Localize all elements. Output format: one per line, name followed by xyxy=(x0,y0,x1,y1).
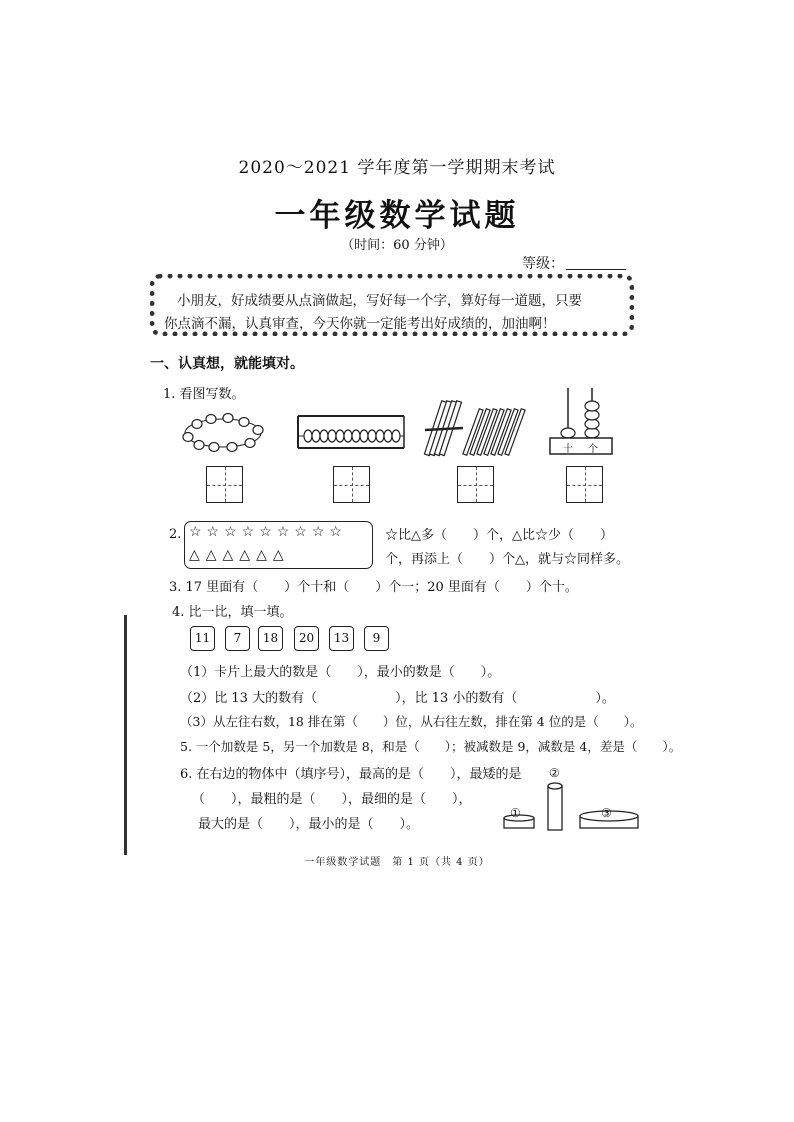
section-1-title: 一、认真想，就能填对。 xyxy=(150,356,304,372)
q2-number: 2. xyxy=(169,527,182,542)
number-card: 13 xyxy=(329,626,354,651)
abacus-ones-label: 个 xyxy=(588,444,598,455)
object-label-1: ① xyxy=(510,806,521,820)
bead-ring-picture xyxy=(180,408,266,456)
exam-time: （时间：60 分钟） xyxy=(341,238,453,253)
abacus-tens-label: 十 xyxy=(563,444,573,455)
number-card: 7 xyxy=(225,626,250,651)
notice-line-2: 你点滴不漏，认真审查，今天你就一定能考出好成绩的，加油啊！ xyxy=(164,316,556,332)
q6-line-1: 6. 在右边的物体中（填序号），最高的是（ ），最矮的是 xyxy=(180,767,522,782)
sticks-picture xyxy=(423,398,535,460)
number-card: 9 xyxy=(364,626,389,651)
notice-line-1: 小朋友，好成绩要从点滴做起，写好每一个字，算好每一道题，只要 xyxy=(177,293,582,309)
answer-grid-1[interactable] xyxy=(206,466,243,503)
answer-grid-4[interactable] xyxy=(566,466,603,503)
q3-text: 3. 17 里面有（ ）个十和（ ）个一；20 里面有（ ）个十。 xyxy=(169,580,578,595)
bead-rod-picture xyxy=(296,412,408,452)
object-label-3: ③ xyxy=(601,806,612,820)
abacus-picture xyxy=(546,386,616,458)
q4-sub-1: （1）卡片上最大的数是（ ），最小的数是（ ）。 xyxy=(180,665,501,680)
answer-grid-2[interactable] xyxy=(333,466,370,503)
q1-label: 1. 看图写数。 xyxy=(163,387,245,402)
q4-sub-3: （3）从左往右数，18 排在第（ ）位，从右往左数，排在第 4 位的是（ ）。 xyxy=(180,714,643,729)
grade-label: 等级： xyxy=(522,256,564,272)
triangles-row: △△△△△△ xyxy=(189,547,290,563)
q5-text: 5. 一个加数是 5，另一个加数是 8，和是（ ）；被减数是 9，减数是 4，差是（ ）。 xyxy=(180,739,682,754)
stars-row: ☆☆☆☆☆☆☆☆☆ xyxy=(189,524,347,540)
q6-line-2: （ ），最粗的是（ ），最细的是（ ）， xyxy=(192,792,472,807)
answer-grid-3[interactable] xyxy=(457,466,494,503)
q4-label: 4. 比一比，填一填。 xyxy=(172,605,293,620)
cylinders-picture xyxy=(500,780,642,832)
q6-line-3: 最大的是（ ），最小的是（ ）。 xyxy=(198,817,420,832)
exam-title: 2020～2021 学年度第一学期期末考试 xyxy=(238,158,556,178)
binding-mark xyxy=(124,615,127,855)
page-footer: 一年级数学试题 第 1 页（共 4 页） xyxy=(304,857,490,868)
number-card: 11 xyxy=(190,626,215,651)
grade-blank xyxy=(566,269,626,270)
q4-sub-2: （2）比 13 大的数有（ ），比 13 小的数有（ ）。 xyxy=(180,691,615,706)
object-label-2: ② xyxy=(549,766,560,780)
number-card: 20 xyxy=(294,626,319,651)
q2-line-2: 个，再添上（ ）个△，就与☆同样多。 xyxy=(385,552,629,567)
main-title: 一年级数学试题 xyxy=(274,198,520,234)
q2-line-1: ☆比△多（ ）个，△比☆少（ ） xyxy=(385,528,613,543)
number-card: 18 xyxy=(258,626,283,651)
